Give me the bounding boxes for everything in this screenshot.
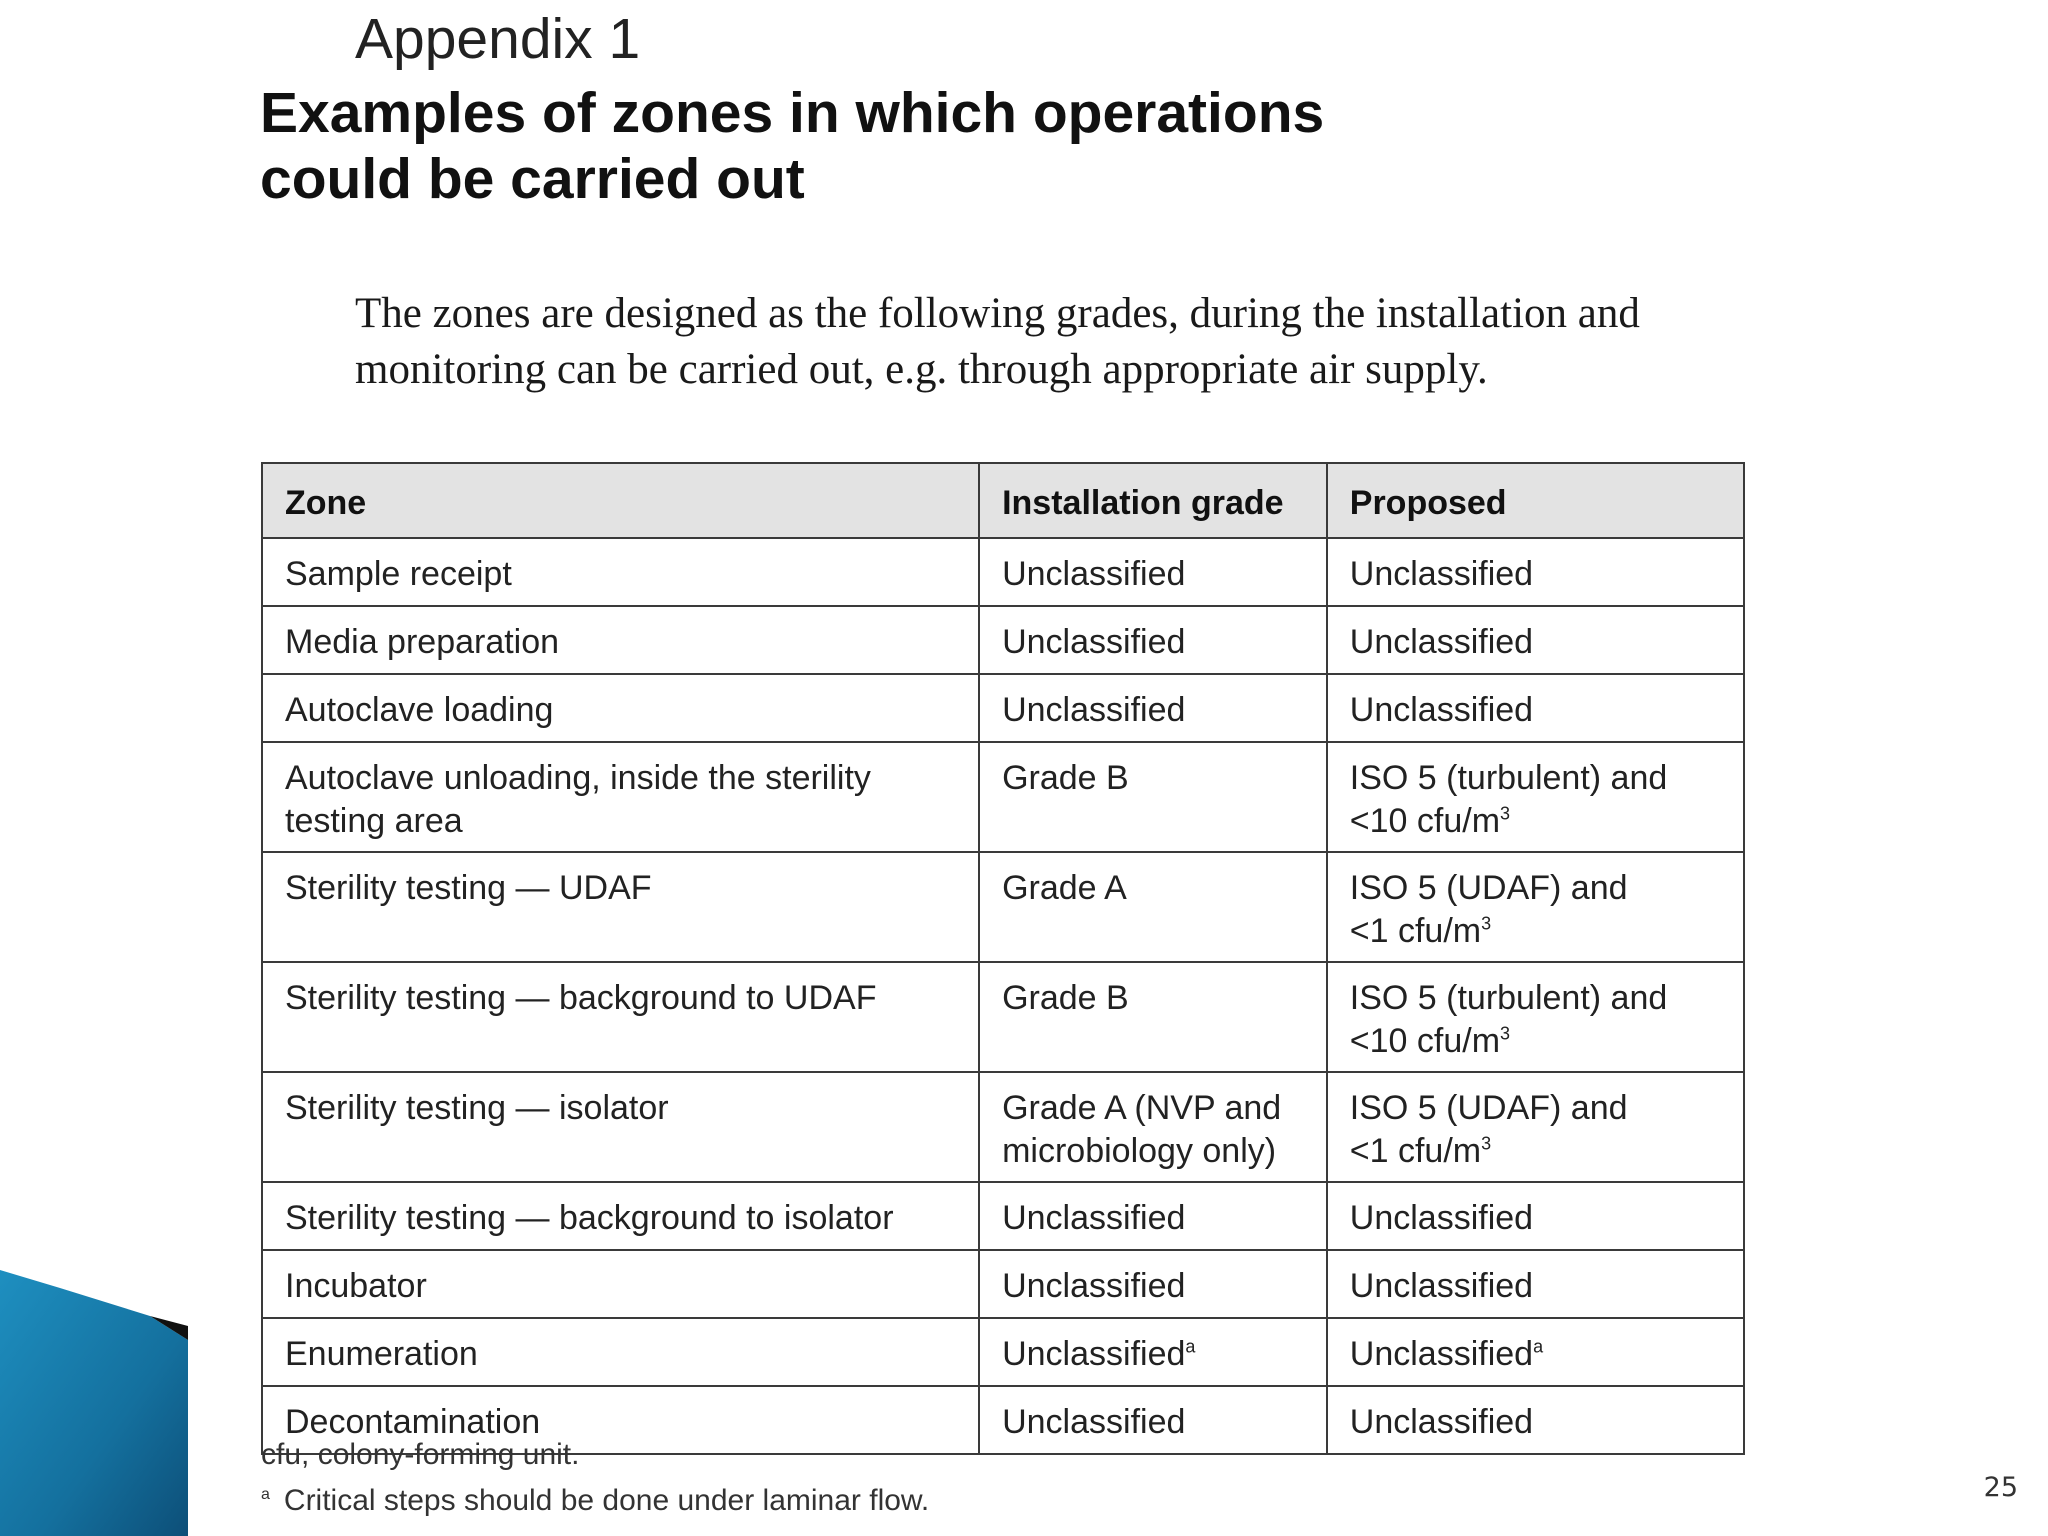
grade-cell — [979, 538, 1327, 606]
table-row — [262, 606, 1744, 674]
footnote-a-text: Critical steps should be done under laminar flow. — [283, 1484, 930, 1517]
table-header-row — [262, 463, 1744, 538]
grade-cell — [979, 1386, 1327, 1454]
zone-cell — [262, 1072, 979, 1182]
footnote-a-marker: a — [261, 1486, 270, 1503]
proposed-cell — [1327, 1250, 1744, 1318]
proposed-text: Unclassified — [1349, 623, 1534, 661]
grade-text: Unclassified — [1002, 1199, 1186, 1237]
zone-cell — [262, 538, 979, 606]
grade-cell — [979, 1072, 1327, 1182]
superscript-cubed: 3 — [1500, 803, 1511, 824]
zone-text: Sterility testing — isolator — [285, 1089, 669, 1127]
grade-cell — [979, 1250, 1327, 1318]
zone-cell — [262, 1318, 979, 1386]
zone-cell — [262, 742, 979, 852]
proposed-text: ISO 5 (turbulent) and — [1349, 759, 1668, 797]
zone-text: Incubator — [285, 1267, 427, 1305]
proposed-value: <1 cfu/m — [1349, 1132, 1482, 1170]
proposed-text: ISO 5 (turbulent) and — [1349, 979, 1668, 1017]
proposed-text: Unclassified — [1349, 555, 1534, 593]
appendix-label: Appendix 1 — [355, 7, 641, 71]
grade-text: Grade B — [1002, 759, 1129, 797]
grade-cell — [979, 962, 1327, 1072]
header-zone: Zone — [262, 463, 979, 538]
slide-heading — [260, 80, 1324, 212]
zone-text: Sterility testing — UDAF — [285, 869, 652, 907]
proposed-text — [1350, 800, 1721, 843]
table-row — [262, 1318, 1744, 1386]
zone-text: Enumeration — [285, 1335, 478, 1373]
grade-text: Grade A (NVP and — [1002, 1089, 1282, 1127]
grade-text: Unclassified — [1002, 1267, 1186, 1305]
proposed-value: <10 cfu/m — [1349, 1022, 1501, 1060]
footnote-abbreviation: cfu, colony-forming unit. — [261, 1438, 580, 1471]
proposed-text — [1350, 1130, 1721, 1173]
proposed-value: Unclassified — [1349, 1335, 1534, 1373]
grade-text: Grade B — [1002, 979, 1129, 1017]
proposed-text — [1350, 910, 1721, 953]
table-row — [262, 538, 1744, 606]
proposed-cell — [1327, 538, 1744, 606]
table-row — [262, 1250, 1744, 1318]
table-row — [262, 962, 1744, 1072]
zone-cell — [262, 606, 979, 674]
zone-cell — [262, 674, 979, 742]
grade-text: Unclassified — [1002, 555, 1186, 593]
table-footnotes — [261, 1435, 929, 1521]
intro-line: monitoring can be carried out, e.g. through appropriate air supply. — [355, 346, 1488, 393]
proposed-value: <1 cfu/m — [1349, 912, 1482, 950]
intro-line: The zones are designed as the following grades, during the installation and — [355, 290, 1640, 337]
zone-cell — [262, 1250, 979, 1318]
superscript-cubed: 3 — [1481, 1133, 1492, 1154]
proposed-cell — [1327, 1386, 1744, 1454]
grade-value: Unclassified — [1002, 1335, 1186, 1373]
grade-text: Unclassified — [1002, 691, 1186, 729]
header-installation-grade: Installation grade — [979, 463, 1327, 538]
proposed-text: ISO 5 (UDAF) and — [1349, 1089, 1628, 1127]
grade-text: Unclassified — [1002, 1403, 1186, 1441]
grade-cell — [979, 852, 1327, 962]
proposed-cell — [1327, 1182, 1744, 1250]
slide-corner-decoration — [0, 1270, 200, 1536]
table-row — [262, 852, 1744, 962]
grade-cell — [979, 674, 1327, 742]
intro-paragraph — [355, 286, 1755, 398]
zones-table — [261, 462, 1745, 1455]
proposed-cell — [1327, 852, 1744, 962]
header-proposed: Proposed — [1327, 463, 1744, 538]
zone-text: testing area — [285, 802, 463, 840]
table-row — [262, 1182, 1744, 1250]
proposed-text: ISO 5 (UDAF) and — [1349, 869, 1628, 907]
proposed-text: Unclassified — [1349, 1199, 1534, 1237]
grade-cell — [979, 742, 1327, 852]
zone-text: Autoclave loading — [285, 691, 554, 729]
zone-text: Sample receipt — [285, 555, 512, 593]
zone-cell — [262, 852, 979, 962]
footnote-a-marker: a — [1185, 1336, 1196, 1357]
zone-text: Autoclave unloading, inside the sterility — [285, 759, 871, 797]
superscript-cubed: 3 — [1481, 913, 1492, 934]
proposed-text — [1350, 1020, 1721, 1063]
zone-text: Sterility testing — background to isolator — [285, 1199, 894, 1237]
grade-text: microbiology only) — [1002, 1132, 1277, 1170]
zone-text: Sterility testing — background to UDAF — [285, 979, 877, 1017]
proposed-text: Unclassified — [1349, 1403, 1534, 1441]
proposed-value: <10 cfu/m — [1349, 802, 1501, 840]
grade-cell — [979, 606, 1327, 674]
grade-text — [1002, 1333, 1304, 1376]
table-row — [262, 742, 1744, 852]
heading-line: could be carried out — [260, 147, 805, 211]
heading-line: Examples of zones in which operations — [260, 81, 1325, 145]
proposed-cell — [1327, 1072, 1744, 1182]
zone-text: Decontamination — [285, 1403, 541, 1441]
zone-text: Media preparation — [285, 623, 560, 661]
proposed-text: Unclassified — [1349, 691, 1534, 729]
proposed-text — [1350, 1333, 1721, 1376]
proposed-text: Unclassified — [1349, 1267, 1534, 1305]
table-row — [262, 674, 1744, 742]
proposed-cell — [1327, 674, 1744, 742]
grade-cell — [979, 1182, 1327, 1250]
superscript-cubed: 3 — [1500, 1023, 1511, 1044]
proposed-cell — [1327, 606, 1744, 674]
grade-cell — [979, 1318, 1327, 1386]
footnote-a-marker: a — [1533, 1336, 1544, 1357]
proposed-cell — [1327, 1318, 1744, 1386]
proposed-cell — [1327, 742, 1744, 852]
zone-cell — [262, 962, 979, 1072]
footnote-a — [261, 1475, 929, 1521]
page-number: 25 — [1983, 1472, 2018, 1503]
proposed-cell — [1327, 962, 1744, 1072]
table-row — [262, 1072, 1744, 1182]
zone-cell — [262, 1182, 979, 1250]
grade-text: Unclassified — [1002, 623, 1186, 661]
grade-text: Grade A — [1002, 869, 1127, 907]
